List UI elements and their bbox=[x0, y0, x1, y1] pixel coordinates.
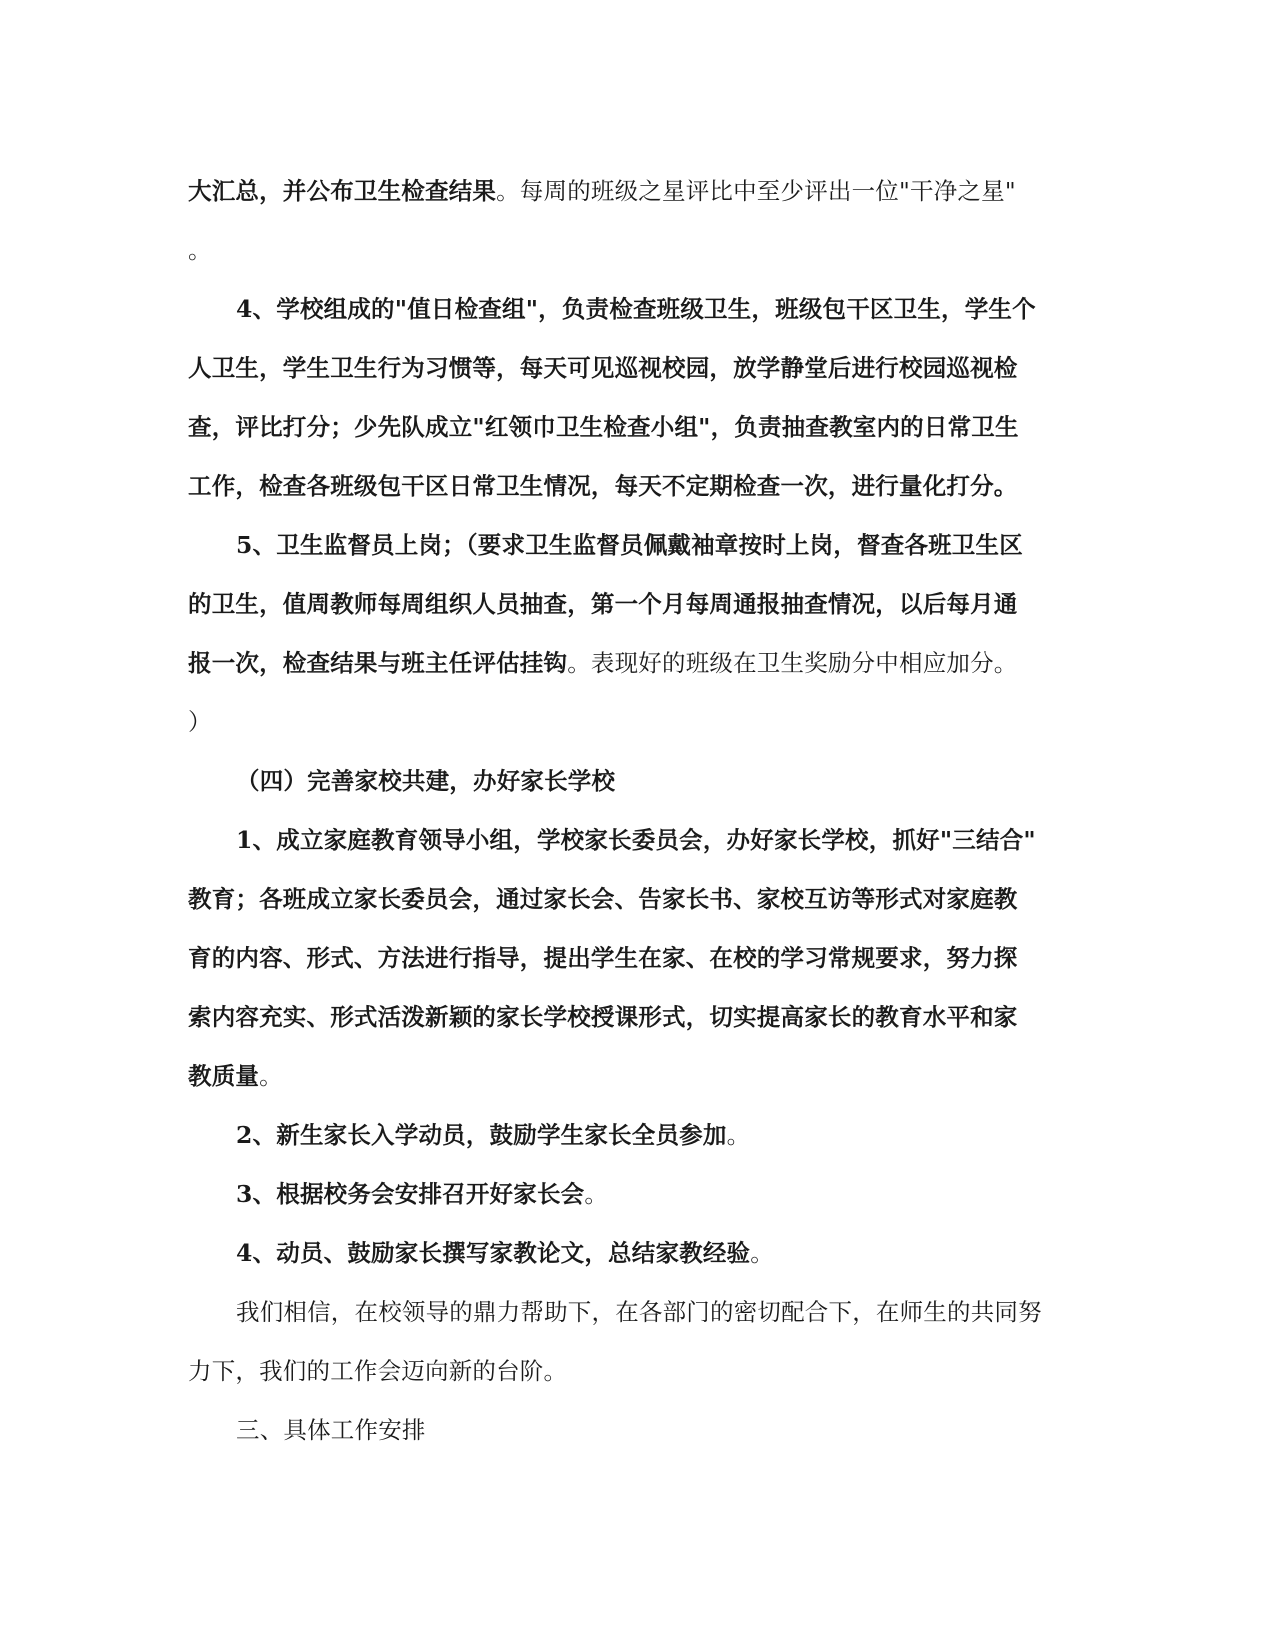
normal-text: 。每周的班级之星评比中至少评出一位"干净之星" bbox=[496, 177, 1016, 205]
bold-text: 4、动员、鼓励家长撰写家教论文，总结家教经验 bbox=[236, 1239, 751, 1267]
paragraph-line: 工作，检查各班级包干区日常卫生情况，每天不定期检查一次，进行量化打分。 bbox=[188, 472, 1018, 500]
section-heading: 三、具体工作安排 bbox=[236, 1416, 426, 1444]
paragraph-line: 1、成立家庭教育领导小组，学校家长委员会，办好家长学校，抓好"三结合" bbox=[236, 826, 1036, 854]
paragraph-line bbox=[188, 1047, 1088, 1106]
normal-text: 。 bbox=[726, 1121, 751, 1149]
paragraph-line: 人卫生，学生卫生行为习惯等，每天可见巡视校园，放学静堂后进行校园巡视检 bbox=[188, 354, 1018, 382]
normal-text: 。 bbox=[259, 1062, 283, 1090]
section-heading: （四）完善家校共建，办好家长学校 bbox=[236, 767, 616, 795]
paragraph-line: 查，评比打分；少先队成立"红领巾卫生检查小组"，负责抽查教室内的日常卫生 bbox=[188, 413, 1019, 441]
bold-text: 报一次，检查结果与班主任评估挂钩 bbox=[188, 649, 568, 677]
paragraph-line bbox=[188, 1106, 1088, 1165]
paragraph-line: 力下，我们的工作会迈向新的台阶。 bbox=[188, 1357, 568, 1385]
bold-text: 大汇总，并公布卫生检查结果 bbox=[188, 177, 497, 205]
paragraph-line: 的卫生，值周教师每周组织人员抽查，第一个月每周通报抽查情况，以后每月通 bbox=[188, 590, 1018, 618]
paragraph-line: 。 bbox=[188, 236, 212, 264]
normal-text: 。 bbox=[584, 1180, 609, 1208]
normal-text: 。 bbox=[750, 1239, 774, 1267]
bold-text: 2、新生家长入学动员，鼓励学生家长全员参加 bbox=[236, 1121, 727, 1149]
paragraph-line: 5、卫生监督员上岗；（要求卫生监督员佩戴袖章按时上岗，督查各班卫生区 bbox=[236, 531, 1023, 559]
paragraph-line: ） bbox=[188, 708, 212, 736]
paragraph-line bbox=[188, 1224, 1088, 1283]
paragraph-line bbox=[188, 162, 1088, 221]
paragraph-line: 4、学校组成的"值日检查组"，负责检查班级卫生，班级包干区卫生，学生个 bbox=[236, 295, 1036, 323]
document-body bbox=[188, 162, 1088, 1460]
paragraph-line bbox=[188, 1165, 1088, 1224]
paragraph-line: 育的内容、形式、方法进行指导，提出学生在家、在校的学习常规要求，努力探 bbox=[188, 944, 1018, 972]
bold-text: 3、根据校务会安排召开好家长会 bbox=[236, 1180, 585, 1208]
normal-text: 。表现好的班级在卫生奖励分中相应加分。 bbox=[567, 649, 1018, 677]
paragraph-line: 索内容充实、形式活泼新颖的家长学校授课形式，切实提高家长的教育水平和家 bbox=[188, 1003, 1018, 1031]
paragraph-line: 我们相信，在校领导的鼎力帮助下，在各部门的密切配合下，在师生的共同努 bbox=[236, 1298, 1042, 1326]
paragraph-line: 教育；各班成立家长委员会，通过家长会、告家长书、家校互访等形式对家庭教 bbox=[188, 885, 1018, 913]
paragraph-line bbox=[188, 634, 1088, 693]
bold-text: 教质量 bbox=[188, 1062, 260, 1090]
